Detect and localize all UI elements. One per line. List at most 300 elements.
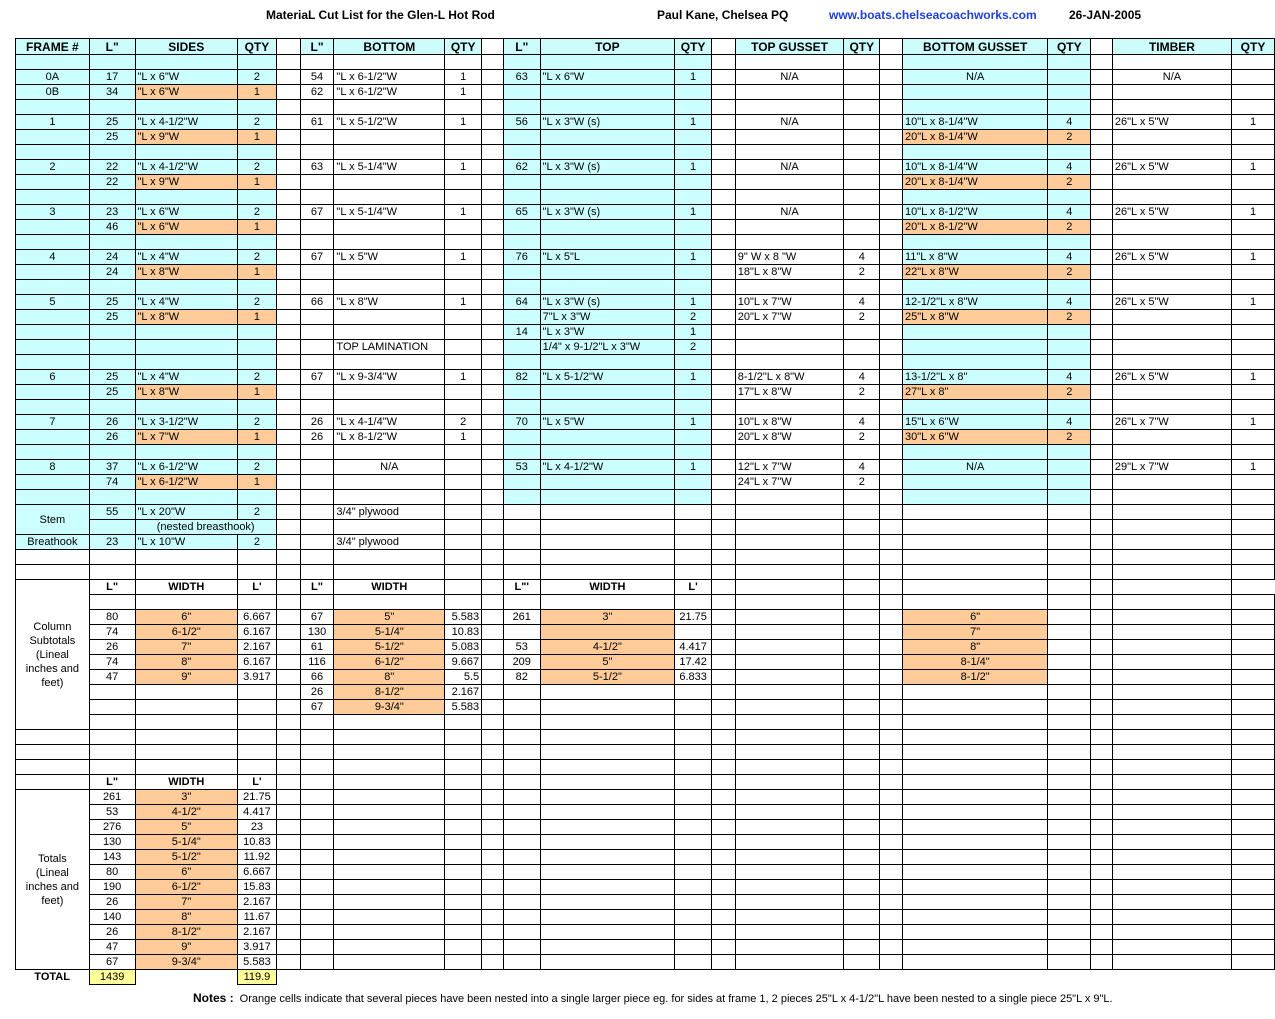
empty-cell	[1112, 865, 1231, 880]
empty-cell	[712, 355, 736, 370]
spacer-cell	[1091, 250, 1113, 265]
subtotal-width: 5"	[334, 610, 445, 625]
empty-cell	[482, 280, 504, 295]
sides-qty: 2	[237, 295, 276, 310]
totals-length: 80	[89, 865, 135, 880]
empty-cell	[334, 910, 445, 925]
empty-cell	[902, 580, 1047, 595]
empty-cell	[1112, 775, 1231, 790]
top-gusset-qty: 2	[844, 475, 880, 490]
empty-cell	[1091, 400, 1113, 415]
top-gusset-qty: 2	[844, 265, 880, 280]
table-row	[16, 85, 1275, 100]
subtotal-feet	[675, 625, 712, 640]
empty-cell	[300, 490, 334, 505]
empty-cell	[735, 640, 844, 655]
top-desc: "L x 3"W (s)	[540, 160, 675, 175]
empty-cell	[300, 850, 334, 865]
spacer-cell	[1091, 655, 1113, 670]
column-header: QTY	[237, 39, 276, 55]
empty-cell	[1112, 700, 1231, 715]
totals-feet: 11.92	[237, 850, 276, 865]
empty-cell	[735, 805, 844, 820]
empty-cell	[880, 505, 903, 520]
spacer-cell	[276, 85, 300, 100]
empty-cell	[300, 940, 334, 955]
empty-cell	[540, 100, 675, 115]
empty-cell	[1112, 745, 1231, 760]
timber-desc	[1112, 340, 1231, 355]
spacer-cell	[712, 175, 736, 190]
sides-desc: "L x 6-1/2"W	[135, 460, 237, 475]
top-length: 62	[503, 160, 540, 175]
table-row	[16, 580, 1275, 595]
empty-cell	[712, 445, 736, 460]
spacer-cell	[276, 580, 300, 595]
empty-cell	[540, 760, 675, 775]
bottom-gusset-qty	[1048, 85, 1091, 100]
empty-cell	[735, 580, 844, 595]
table-row	[16, 910, 1275, 925]
empty-cell	[503, 805, 540, 820]
table-row	[16, 895, 1275, 910]
totals-width: 9"	[135, 940, 237, 955]
empty-cell	[1112, 280, 1231, 295]
spacer-cell	[1091, 85, 1113, 100]
spacer-cell	[276, 265, 300, 280]
empty-cell	[276, 940, 300, 955]
empty-cell	[880, 235, 903, 250]
totals-label-line: Totals	[38, 852, 67, 865]
bottom-gusset-qty: 2	[1048, 265, 1091, 280]
empty-cell	[89, 730, 135, 745]
subtotal-width: 8"	[135, 655, 237, 670]
empty-cell	[902, 895, 1047, 910]
empty-cell	[1091, 730, 1113, 745]
empty-cell	[445, 235, 482, 250]
empty-cell	[300, 235, 334, 250]
top-length: 53	[503, 460, 540, 475]
empty-cell	[1048, 505, 1091, 520]
empty-cell	[1232, 145, 1275, 160]
top-desc: "L x 3"W (s)	[540, 205, 675, 220]
spacer-cell	[482, 250, 504, 265]
empty-cell	[712, 100, 736, 115]
spacer-cell	[712, 39, 736, 55]
top-length: 14	[503, 325, 540, 340]
empty-cell	[735, 715, 844, 730]
timber-desc: 29"L x 7"W	[1112, 460, 1231, 475]
empty-cell	[503, 835, 540, 850]
empty-cell	[135, 565, 237, 580]
empty-cell	[276, 850, 300, 865]
table-row	[16, 805, 1275, 820]
empty-cell	[135, 100, 237, 115]
spacer-cell	[880, 625, 903, 640]
empty-cell	[482, 145, 504, 160]
frame-number	[16, 130, 90, 145]
empty-cell	[902, 190, 1047, 205]
subtotal-length: 74	[89, 625, 135, 640]
empty-cell	[675, 505, 712, 520]
empty-cell	[1048, 955, 1091, 970]
empty-cell	[135, 760, 237, 775]
empty-cell	[844, 670, 880, 685]
subtotal-feet: 6.833	[675, 670, 712, 685]
timber-qty	[1232, 70, 1275, 85]
empty-cell	[1112, 850, 1231, 865]
empty-cell	[880, 850, 903, 865]
sides-qty: 1	[237, 130, 276, 145]
subtotal-length: 26	[89, 640, 135, 655]
empty-cell	[675, 895, 712, 910]
empty-cell	[540, 835, 675, 850]
empty-cell	[1091, 520, 1113, 535]
subtotal-head-feet: L'	[675, 580, 712, 595]
bottom-gusset-desc	[902, 325, 1047, 340]
empty-cell	[482, 565, 504, 580]
empty-cell	[135, 400, 237, 415]
empty-cell	[300, 730, 334, 745]
empty-cell	[334, 550, 445, 565]
timber-desc	[1112, 385, 1231, 400]
empty-cell	[334, 235, 445, 250]
bottom-gusset-desc	[902, 475, 1047, 490]
totals-length: 143	[89, 850, 135, 865]
empty-cell	[1091, 835, 1113, 850]
empty-cell	[1112, 550, 1231, 565]
empty-cell	[135, 685, 237, 700]
empty-cell	[503, 745, 540, 760]
empty-cell	[135, 715, 237, 730]
top-gusset-desc	[735, 175, 844, 190]
spacer-cell	[1091, 685, 1113, 700]
empty-cell	[540, 535, 675, 550]
table-row	[16, 100, 1275, 115]
empty-cell	[1232, 715, 1275, 730]
bottom-desc: "L x 8-1/2"W	[334, 430, 445, 445]
sides-qty: 2	[237, 160, 276, 175]
empty-cell	[237, 280, 276, 295]
empty-cell	[675, 970, 712, 985]
empty-cell	[902, 775, 1047, 790]
empty-cell	[334, 445, 445, 460]
top-desc: "L x 5-1/2"W	[540, 370, 675, 385]
subtotal-length: 80	[89, 610, 135, 625]
grand-total-feet: 119.9	[237, 970, 276, 985]
top-desc	[540, 385, 675, 400]
spacer-cell	[712, 700, 736, 715]
empty-cell	[1048, 565, 1091, 580]
empty-cell	[89, 190, 135, 205]
empty-cell	[675, 550, 712, 565]
empty-cell	[675, 820, 712, 835]
empty-cell	[1048, 790, 1091, 805]
timber-desc	[1112, 85, 1231, 100]
top-qty: 2	[675, 340, 712, 355]
empty-cell	[540, 775, 675, 790]
empty-cell	[1091, 595, 1113, 610]
subtotal-feet: 10.83	[445, 625, 482, 640]
subtotal-head-feet: L'	[237, 580, 276, 595]
spacer-cell	[482, 715, 504, 730]
spacer-cell	[880, 415, 903, 430]
spacer-cell	[880, 475, 903, 490]
breasthook-qty: 2	[237, 535, 276, 550]
bottom-qty	[445, 340, 482, 355]
totals-width: 4-1/2"	[135, 805, 237, 820]
timber-desc: 26"L x 7"W	[1112, 415, 1231, 430]
empty-cell	[334, 895, 445, 910]
totals-feet: 21.75	[237, 790, 276, 805]
timber-qty: 1	[1232, 250, 1275, 265]
empty-cell	[1232, 805, 1275, 820]
totals-length: 261	[89, 790, 135, 805]
top-length	[503, 220, 540, 235]
table-row	[16, 430, 1275, 445]
empty-cell	[445, 820, 482, 835]
empty-cell	[135, 490, 237, 505]
subtotal-feet: 5.083	[445, 640, 482, 655]
spacer-cell	[276, 175, 300, 190]
spacer-cell	[482, 430, 504, 445]
spacer-cell	[880, 700, 903, 715]
spacer-cell	[880, 430, 903, 445]
top-length	[503, 130, 540, 145]
stem-length: 55	[89, 505, 135, 520]
empty-cell	[712, 820, 736, 835]
bottom-gusset-qty	[1048, 475, 1091, 490]
empty-cell	[300, 100, 334, 115]
timber-qty	[1232, 265, 1275, 280]
table-row	[16, 145, 1275, 160]
empty-cell	[880, 55, 903, 70]
empty-cell	[844, 400, 880, 415]
empty-cell	[503, 730, 540, 745]
empty-cell	[276, 445, 300, 460]
top-gusset-qty: 2	[844, 385, 880, 400]
bottom-qty: 1	[445, 250, 482, 265]
bottom-gusset-desc: 13-1/2"L x 8"	[902, 370, 1047, 385]
spacer-cell	[712, 460, 736, 475]
empty-cell	[712, 505, 736, 520]
empty-cell	[135, 355, 237, 370]
empty-cell	[300, 790, 334, 805]
timber-qty	[1232, 385, 1275, 400]
bottom-length: 67	[300, 370, 334, 385]
empty-cell	[1232, 775, 1275, 790]
top-length	[503, 175, 540, 190]
spacer-cell	[880, 460, 903, 475]
empty-cell	[844, 640, 880, 655]
totals-label	[16, 790, 90, 970]
timber-desc	[1112, 430, 1231, 445]
top-length: 70	[503, 415, 540, 430]
spacer-cell	[482, 265, 504, 280]
empty-cell	[902, 520, 1047, 535]
empty-cell	[1112, 55, 1231, 70]
empty-cell	[276, 775, 300, 790]
top-qty: 1	[675, 205, 712, 220]
empty-cell	[844, 745, 880, 760]
subtotal-length: 26	[300, 685, 334, 700]
spacer-cell	[1091, 475, 1113, 490]
empty-cell	[276, 760, 300, 775]
stem-nested-note: (nested breasthook)	[135, 520, 276, 535]
sides-desc: "L x 6"W	[135, 220, 237, 235]
empty-cell	[1091, 565, 1113, 580]
spacer-cell	[712, 250, 736, 265]
empty-cell	[482, 820, 504, 835]
totals-width: 8"	[135, 910, 237, 925]
table-row	[16, 565, 1275, 580]
subtotal-feet: 21.75	[675, 610, 712, 625]
sides-length: 25	[89, 310, 135, 325]
empty-cell	[1112, 535, 1231, 550]
empty-cell	[540, 925, 675, 940]
empty-cell	[540, 55, 675, 70]
totals-width: 5-1/4"	[135, 835, 237, 850]
empty-cell	[540, 865, 675, 880]
empty-cell	[89, 235, 135, 250]
empty-cell	[276, 745, 300, 760]
frame-number	[16, 310, 90, 325]
subtotal-length: 261	[503, 610, 540, 625]
empty-cell	[482, 760, 504, 775]
website-link[interactable]: www.boats.chelseacoachworks.com	[829, 8, 1037, 22]
empty-cell	[135, 595, 237, 610]
empty-cell	[1232, 895, 1275, 910]
empty-cell	[1091, 760, 1113, 775]
empty-cell	[1232, 940, 1275, 955]
empty-cell	[1232, 745, 1275, 760]
sides-desc: "L x 8"W	[135, 265, 237, 280]
timber-qty: 1	[1232, 205, 1275, 220]
empty-cell	[1232, 970, 1275, 985]
subtotal-length: 209	[503, 655, 540, 670]
empty-cell	[503, 280, 540, 295]
spacer-cell	[482, 220, 504, 235]
table-row	[16, 835, 1275, 850]
spacer-cell	[880, 250, 903, 265]
empty-cell	[880, 730, 903, 745]
empty-cell	[1232, 670, 1275, 685]
empty-cell	[675, 880, 712, 895]
subtotal-length	[503, 625, 540, 640]
empty-cell	[276, 355, 300, 370]
subtotal-length: 47	[89, 670, 135, 685]
timber-desc: 26"L x 5"W	[1112, 205, 1231, 220]
spacer-cell	[1091, 625, 1113, 640]
empty-cell	[503, 850, 540, 865]
empty-cell	[735, 190, 844, 205]
spacer-cell	[712, 70, 736, 85]
empty-cell	[735, 730, 844, 745]
empty-cell	[503, 535, 540, 550]
bottom-gusset-desc: 27"L x 8"	[902, 385, 1047, 400]
empty-cell	[1091, 535, 1113, 550]
empty-cell	[675, 865, 712, 880]
empty-cell	[844, 145, 880, 160]
empty-cell	[1048, 280, 1091, 295]
empty-cell	[844, 880, 880, 895]
empty-cell	[89, 700, 135, 715]
empty-cell	[1232, 445, 1275, 460]
top-gusset-qty	[844, 115, 880, 130]
empty-cell	[1048, 235, 1091, 250]
empty-cell	[135, 550, 237, 565]
table-row	[16, 400, 1275, 415]
empty-cell	[89, 145, 135, 160]
empty-cell	[1232, 910, 1275, 925]
subtotal-gusset-width: 8"	[902, 640, 1047, 655]
empty-cell	[482, 970, 504, 985]
spacer-cell	[276, 385, 300, 400]
empty-cell	[880, 805, 903, 820]
empty-cell	[503, 505, 540, 520]
empty-cell	[844, 280, 880, 295]
frame-number: 7	[16, 415, 90, 430]
empty-cell	[735, 835, 844, 850]
empty-cell	[300, 715, 334, 730]
empty-cell	[844, 355, 880, 370]
cut-list-table	[15, 38, 1275, 985]
empty-cell	[300, 955, 334, 970]
sides-length: 37	[89, 460, 135, 475]
spacer-cell	[276, 295, 300, 310]
empty-cell	[276, 100, 300, 115]
empty-cell	[540, 505, 675, 520]
empty-cell	[712, 865, 736, 880]
bottom-desc: TOP LAMINATION	[334, 340, 445, 355]
table-row	[16, 715, 1275, 730]
empty-cell	[300, 775, 334, 790]
spacer-cell	[712, 115, 736, 130]
empty-cell	[89, 100, 135, 115]
totals-feet: 5.583	[237, 955, 276, 970]
empty-cell	[1048, 700, 1091, 715]
spacer-cell	[1091, 39, 1113, 55]
empty-cell	[844, 955, 880, 970]
sides-length: 25	[89, 115, 135, 130]
subtotal-head-length: L"	[300, 580, 334, 595]
spacer-cell	[482, 160, 504, 175]
subtotal-gusset-width: 8-1/2"	[902, 670, 1047, 685]
empty-cell	[1091, 445, 1113, 460]
empty-cell	[902, 925, 1047, 940]
empty-cell	[735, 145, 844, 160]
empty-cell	[334, 595, 445, 610]
spacer-cell	[712, 130, 736, 145]
empty-cell	[1091, 970, 1113, 985]
empty-cell	[237, 55, 276, 70]
subtotal-feet: 2.167	[445, 685, 482, 700]
column-header: QTY	[844, 39, 880, 55]
empty-cell	[712, 925, 736, 940]
empty-cell	[482, 520, 504, 535]
empty-cell	[237, 550, 276, 565]
empty-cell	[844, 910, 880, 925]
empty-cell	[902, 760, 1047, 775]
empty-cell	[334, 805, 445, 820]
empty-cell	[445, 580, 482, 595]
bottom-length	[300, 220, 334, 235]
frame-number	[16, 265, 90, 280]
empty-cell	[540, 235, 675, 250]
subtotal-width: 6-1/2"	[135, 625, 237, 640]
table-row	[16, 625, 1275, 640]
timber-desc	[1112, 475, 1231, 490]
